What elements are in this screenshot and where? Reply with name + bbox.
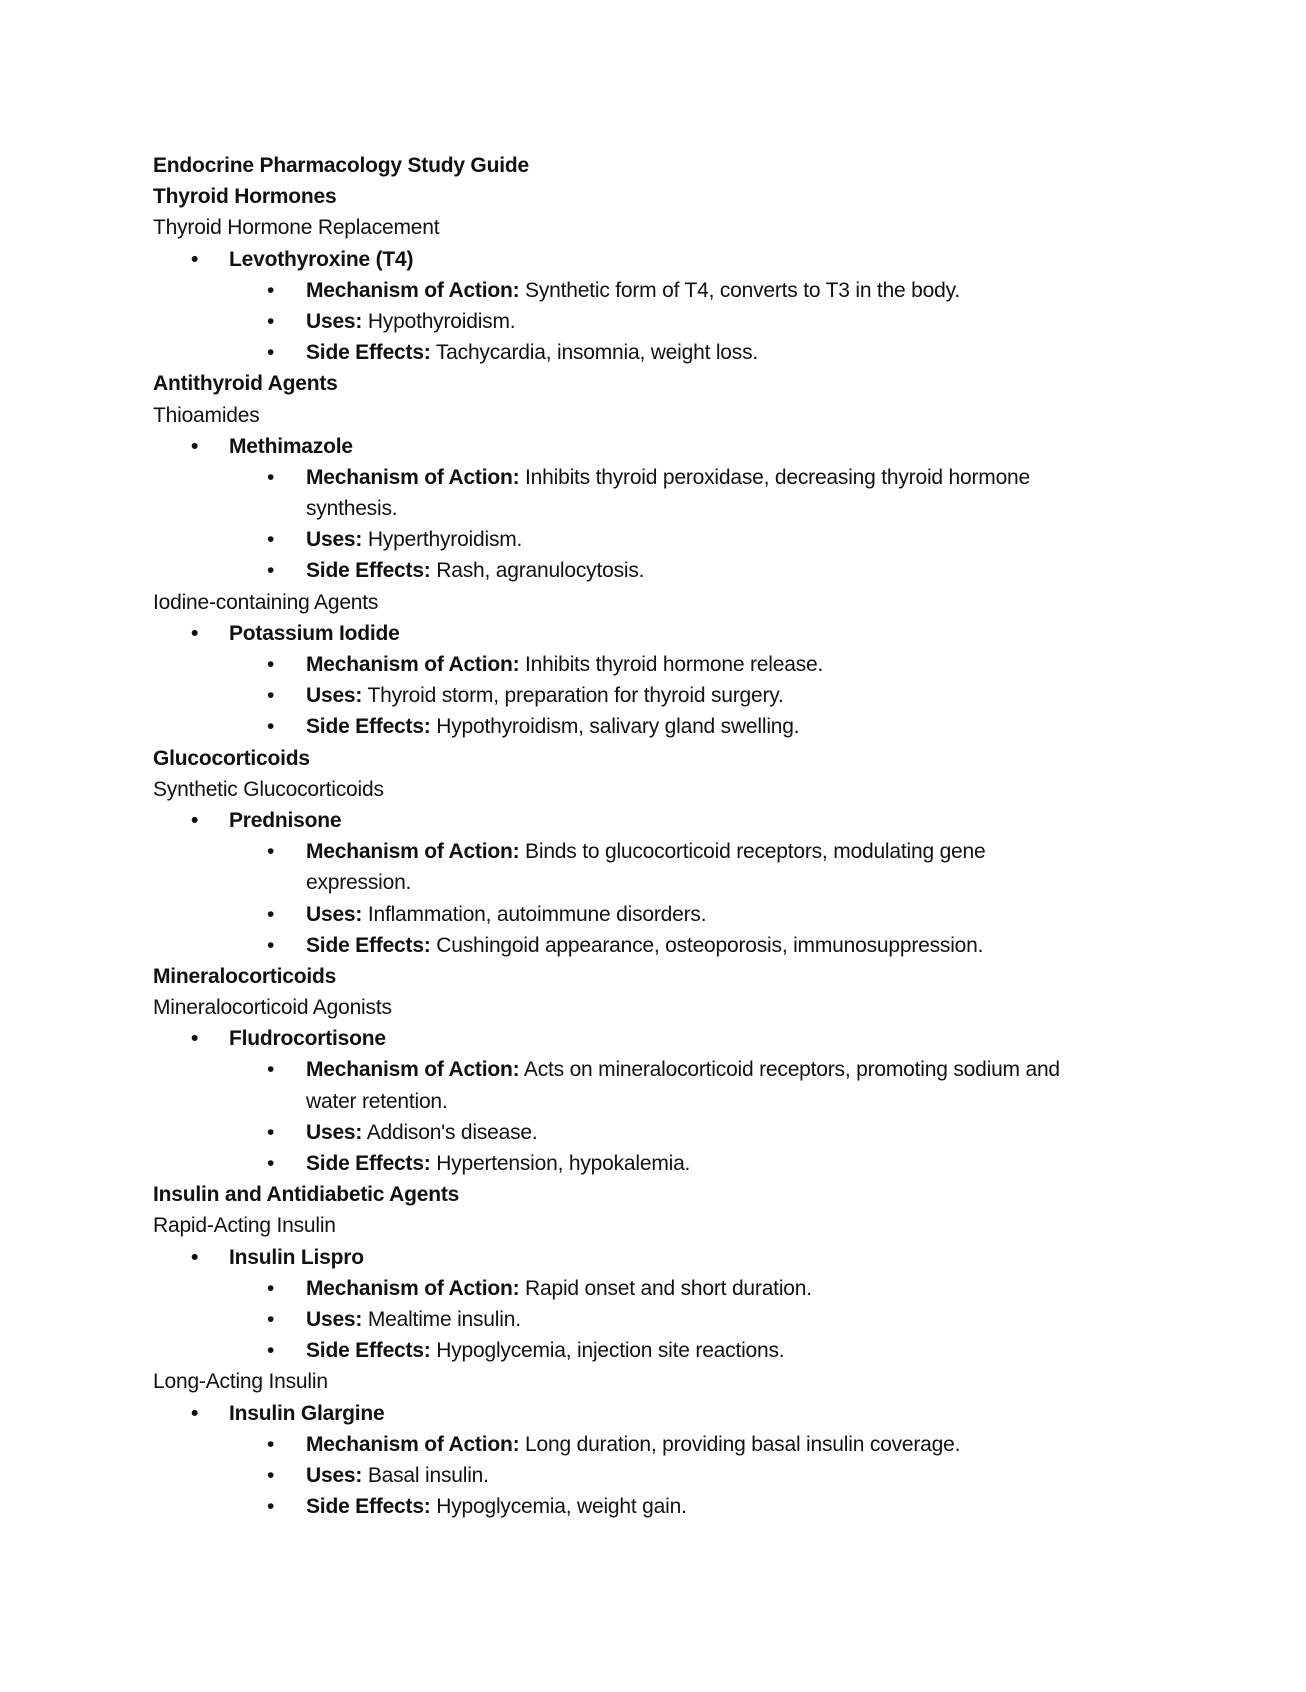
bullet-icon: •: [267, 1432, 275, 1456]
property-label: Mechanism of Action:: [306, 1058, 520, 1082]
property-label: Uses:: [306, 684, 363, 708]
subsection-heading: Rapid-Acting Insulin: [153, 1214, 336, 1238]
property-label: Mechanism of Action:: [306, 278, 520, 302]
bullet-icon: •: [267, 528, 275, 552]
subsection-heading: Mineralocorticoid Agonists: [153, 996, 392, 1020]
subsection-heading: Long-Acting Insulin: [153, 1370, 328, 1394]
property-item: [153, 337, 1153, 368]
property-item: [153, 899, 1153, 930]
bullet-icon: •: [267, 278, 275, 302]
drug-name: Prednisone: [229, 808, 342, 832]
bullet-icon: •: [267, 309, 275, 333]
property-label: Uses:: [306, 528, 363, 552]
section-heading: Antithyroid Agents: [153, 372, 338, 396]
property-item: [153, 524, 1153, 555]
bullet-icon: •: [191, 247, 199, 271]
bullet-icon: •: [267, 1307, 275, 1331]
drug-item: [153, 244, 1153, 275]
bullet-icon: •: [191, 808, 199, 832]
subsection-heading: Synthetic Glucocorticoids: [153, 777, 384, 801]
property-item: [153, 1460, 1153, 1491]
property-label: Mechanism of Action:: [306, 1432, 520, 1456]
property-text: Inhibits thyroid hormone release.: [525, 653, 824, 677]
drug-name: Methimazole: [229, 434, 353, 458]
property-label: Side Effects:: [306, 341, 431, 365]
property-item: [153, 1304, 1153, 1335]
property-item: [153, 1491, 1153, 1522]
property-item: [153, 555, 1153, 586]
property-text: Binds to glucocorticoid receptors, modulating gene expression.: [306, 840, 986, 895]
property-text: Addison's disease.: [366, 1120, 538, 1144]
property-item: [153, 836, 1046, 898]
drug-item: [153, 431, 1153, 462]
drug-name: Fludrocortisone: [229, 1027, 386, 1051]
section-heading: Mineralocorticoids: [153, 964, 337, 988]
bullet-icon: •: [267, 1120, 275, 1144]
property-label: Side Effects:: [306, 559, 431, 583]
bullet-icon: •: [191, 1401, 199, 1425]
bullet-icon: •: [267, 1339, 275, 1363]
subsection-heading: Iodine-containing Agents: [153, 590, 379, 614]
property-text: Long duration, providing basal insulin coverage.: [525, 1432, 961, 1456]
property-text: Inflammation, autoimmune disorders.: [367, 902, 707, 926]
subsection-heading: Thioamides: [153, 403, 260, 427]
property-item: [153, 711, 1153, 742]
property-item: [153, 1148, 1153, 1179]
property-label: Uses:: [306, 902, 363, 926]
property-text: Mealtime insulin.: [367, 1307, 521, 1331]
property-label: Uses:: [306, 309, 363, 333]
property-label: Mechanism of Action:: [306, 465, 520, 489]
property-label: Mechanism of Action:: [306, 653, 520, 677]
property-text: Basal insulin.: [367, 1463, 489, 1487]
bullet-icon: •: [267, 902, 275, 926]
property-item: [153, 1335, 1153, 1366]
bullet-icon: •: [267, 1276, 275, 1300]
bullet-icon: •: [267, 653, 275, 677]
drug-name: Insulin Glargine: [229, 1401, 385, 1425]
property-label: Side Effects:: [306, 715, 431, 739]
bullet-icon: •: [267, 715, 275, 739]
property-text: Hypertension, hypokalemia.: [436, 1152, 691, 1176]
property-text: Acts on mineralocorticoid receptors, promoting sodium and water retention.: [306, 1058, 1060, 1113]
bullet-icon: •: [191, 434, 199, 458]
property-item: [153, 1429, 1153, 1460]
property-label: Uses:: [306, 1120, 363, 1144]
drug-item: [153, 1242, 1153, 1273]
property-text: Hypoglycemia, injection site reactions.: [436, 1339, 785, 1363]
bullet-icon: •: [191, 621, 199, 645]
property-item: [153, 680, 1153, 711]
property-item: [153, 1117, 1153, 1148]
property-label: Side Effects:: [306, 933, 431, 957]
bullet-icon: •: [191, 1245, 199, 1269]
bullet-icon: •: [267, 1495, 275, 1519]
drug-item: [153, 618, 1153, 649]
property-label: Uses:: [306, 1463, 363, 1487]
property-item: [153, 1273, 1153, 1304]
bullet-icon: •: [191, 1027, 199, 1051]
bullet-icon: •: [267, 465, 275, 489]
property-label: Side Effects:: [306, 1339, 431, 1363]
property-item: [153, 462, 1086, 524]
bullet-icon: •: [267, 684, 275, 708]
property-label: Mechanism of Action:: [306, 840, 520, 864]
bullet-icon: •: [267, 559, 275, 583]
bullet-icon: •: [267, 1058, 275, 1082]
bullet-icon: •: [267, 1463, 275, 1487]
property-text: Hypothyroidism.: [367, 309, 516, 333]
property-text: Tachycardia, insomnia, weight loss.: [435, 341, 759, 365]
property-item: [153, 649, 1153, 680]
property-label: Mechanism of Action:: [306, 1276, 520, 1300]
drug-item: [153, 1023, 1153, 1054]
bullet-icon: •: [267, 933, 275, 957]
section-heading: Thyroid Hormones: [153, 185, 337, 209]
property-item: [153, 306, 1153, 337]
section-heading: Insulin and Antidiabetic Agents: [153, 1183, 460, 1207]
property-text: Rash, agranulocytosis.: [436, 559, 645, 583]
bullet-icon: •: [267, 840, 275, 864]
bullet-icon: •: [267, 341, 275, 365]
property-text: Cushingoid appearance, osteoporosis, immunosuppression.: [436, 933, 984, 957]
drug-item: [153, 805, 1153, 836]
document-title: Endocrine Pharmacology Study Guide: [153, 154, 529, 177]
property-text: Hyperthyroidism.: [367, 528, 523, 552]
bullet-icon: •: [267, 1152, 275, 1176]
drug-name: Levothyroxine (T4): [229, 247, 414, 271]
section-heading: Glucocorticoids: [153, 746, 310, 770]
property-item: [153, 930, 1153, 961]
property-item: [153, 275, 1153, 306]
drug-name: Insulin Lispro: [229, 1245, 364, 1269]
property-item: [153, 1054, 1096, 1116]
property-text: Thyroid storm, preparation for thyroid surgery.: [367, 684, 784, 708]
drug-item: [153, 1398, 1153, 1429]
property-text: Hypoglycemia, weight gain.: [436, 1495, 687, 1519]
property-label: Side Effects:: [306, 1152, 431, 1176]
property-text: Rapid onset and short duration.: [525, 1276, 812, 1300]
document-body: [153, 150, 1153, 1522]
subsection-heading: Thyroid Hormone Replacement: [153, 216, 440, 240]
property-label: Uses:: [306, 1307, 363, 1331]
property-text: Synthetic form of T4, converts to T3 in the body.: [525, 278, 960, 302]
property-text: Inhibits thyroid peroxidase, decreasing thyroid hormone synthesis.: [306, 465, 1031, 521]
property-label: Side Effects:: [306, 1495, 431, 1519]
drug-name: Potassium Iodide: [229, 621, 400, 645]
property-text: Hypothyroidism, salivary gland swelling.: [436, 715, 800, 739]
